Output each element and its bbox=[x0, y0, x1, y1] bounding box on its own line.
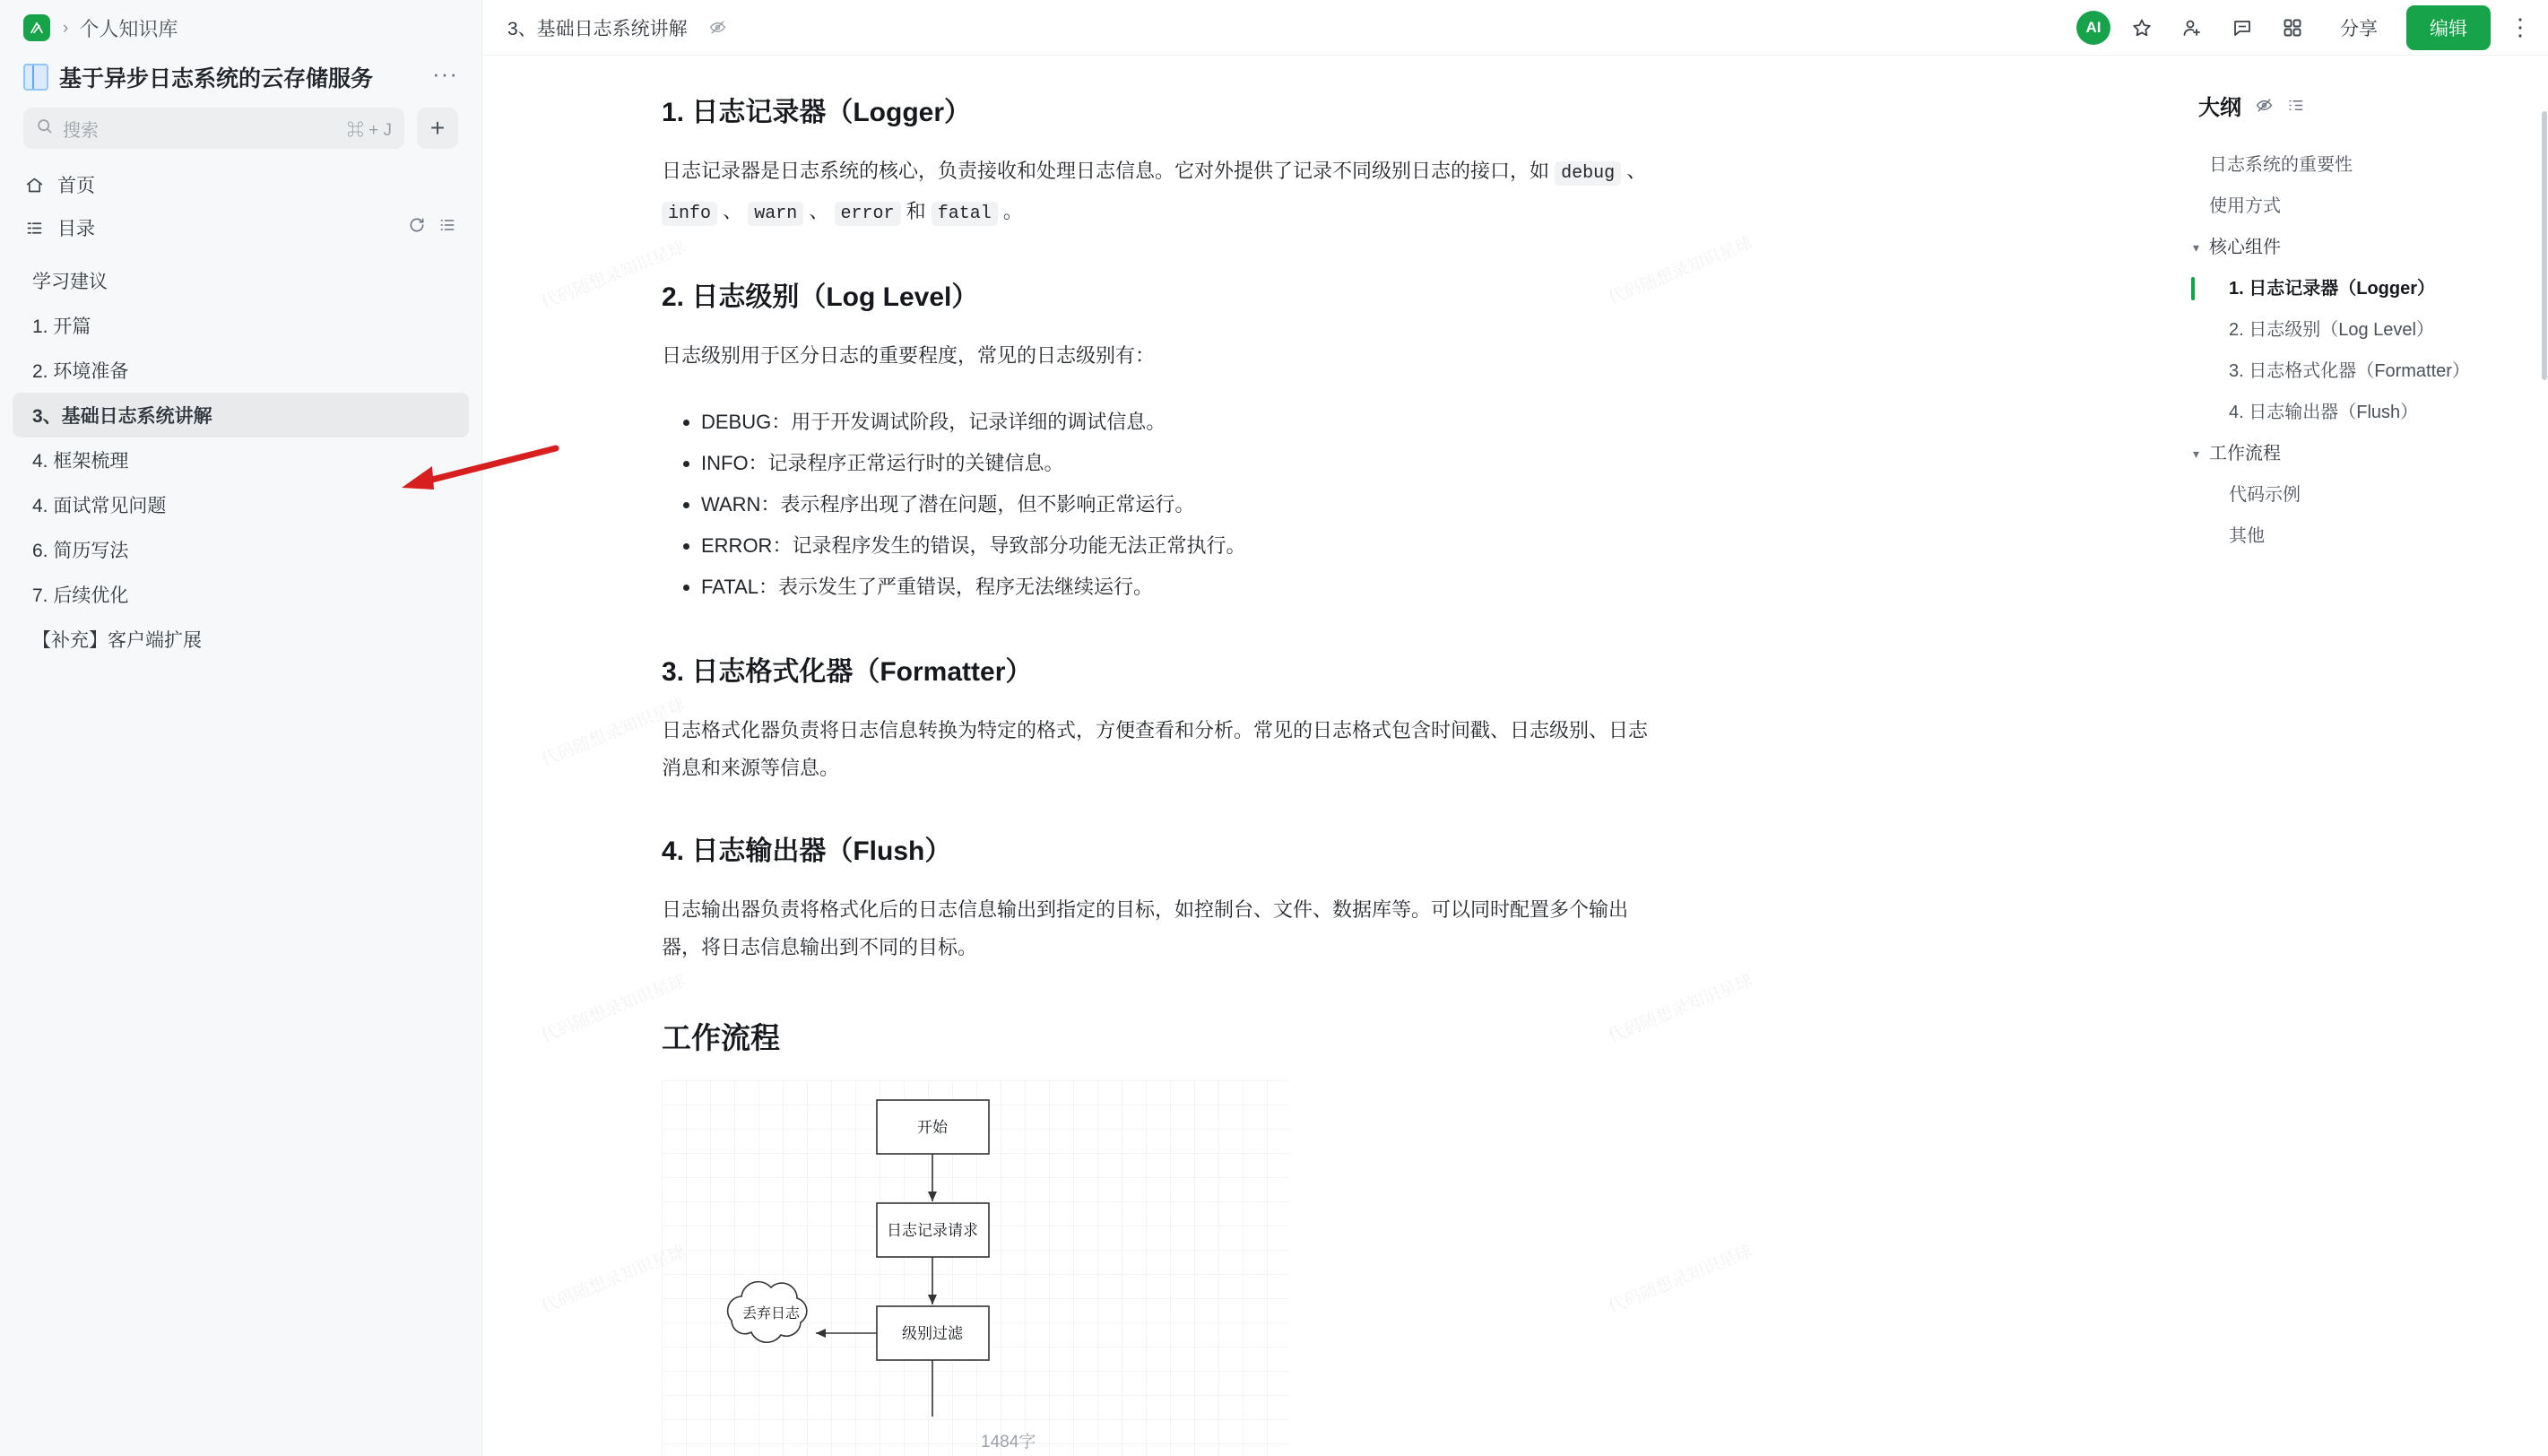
main-area bbox=[482, 0, 2548, 1456]
apps-icon[interactable] bbox=[2274, 9, 2311, 47]
chevron-down-icon[interactable]: ▾ bbox=[2193, 446, 2200, 461]
sidebar-item-home-label: 首页 bbox=[57, 176, 95, 196]
outline-item[interactable]: 日志系统的重要性 bbox=[2209, 155, 2353, 175]
watermark: 代码随想录知识星球 bbox=[539, 695, 689, 771]
list-item[interactable] bbox=[13, 572, 469, 617]
text-run: 日志记录器是日志系统的核心，负责接收和处理日志信息。它对外提供了记录不同级别日志的接口，如 bbox=[662, 160, 1556, 182]
doc-label: 3、基础日志系统讲解 bbox=[32, 406, 212, 427]
watermark: 代码随想录知识星球 bbox=[1606, 233, 1755, 309]
section-paragraph-3: 日志格式化器负责将日志信息转换为特定的格式，方便查看和分析。常见的日志格式包含时间戳、日志级别、日志消息和来源等信息。 bbox=[662, 719, 1649, 779]
refresh-icon[interactable] bbox=[408, 216, 426, 239]
doc-label: 7. 后续优化 bbox=[32, 585, 129, 606]
vertical-scrollbar[interactable] bbox=[2541, 111, 2548, 1456]
list-item: • INFO：记录程序正常运行时的关键信息。 bbox=[701, 443, 1666, 484]
sidebar-search-row bbox=[0, 108, 481, 149]
flow-node-request: 日志记录请求 bbox=[887, 1222, 978, 1239]
outline-item[interactable]: 2. 日志级别（Log Level） bbox=[2229, 320, 2434, 340]
text-run: 、 bbox=[1621, 160, 1647, 182]
word-count: 1484字 bbox=[981, 1433, 1036, 1452]
section-heading-4: 4. 日志输出器（Flush） bbox=[662, 836, 952, 866]
outline-item[interactable]: 4. 日志输出器（Flush） bbox=[2229, 403, 2419, 422]
doc-label: 2. 环境准备 bbox=[32, 361, 129, 382]
comment-icon[interactable] bbox=[2223, 9, 2261, 47]
flow-heading: 工作流程 bbox=[662, 1021, 780, 1054]
doc-label: 6. 简历写法 bbox=[32, 541, 129, 561]
list-item[interactable] bbox=[13, 482, 469, 527]
outline-item-label: 工作流程 bbox=[2209, 444, 2281, 464]
outline-item[interactable]: 3. 日志格式化器（Formatter） bbox=[2229, 361, 2470, 381]
flowchart bbox=[662, 1080, 1289, 1456]
eye-off-icon[interactable] bbox=[709, 19, 726, 36]
catalog-actions bbox=[408, 216, 456, 239]
text-run: 、 bbox=[717, 200, 749, 222]
doc-label: 4. 框架梳理 bbox=[32, 451, 129, 472]
section-paragraph-4: 日志输出器负责将格式化后的日志信息输出到指定的目标，如控制台、文件、数据库等。可以同时配置多个输出器，将日志信息输出到不同的目标。 bbox=[662, 898, 1629, 958]
book-more-icon[interactable]: ··· bbox=[432, 59, 458, 87]
outline-item-active[interactable]: 1. 日志记录器（Logger） bbox=[2198, 268, 2548, 309]
section-heading-2: 2. 日志级别（Log Level） bbox=[662, 282, 979, 312]
flow-node-start: 开始 bbox=[917, 1119, 948, 1136]
code-error: error bbox=[835, 202, 901, 226]
book-title-row[interactable] bbox=[0, 56, 481, 108]
chevron-right-icon: › bbox=[63, 18, 69, 38]
star-icon[interactable] bbox=[2123, 9, 2161, 47]
breadcrumb[interactable]: 3、基础日志系统讲解 bbox=[507, 18, 688, 39]
add-document-button[interactable]: + bbox=[417, 108, 458, 149]
list-item[interactable] bbox=[13, 527, 469, 572]
flow-node-filter: 级别过滤 bbox=[902, 1325, 963, 1342]
code-info: info bbox=[662, 202, 717, 226]
section-heading-3: 3. 日志格式化器（Formatter） bbox=[662, 657, 1033, 687]
code-fatal: fatal bbox=[932, 202, 998, 226]
list-item: • FATAL：表示发生了严重错误，程序无法继续运行。 bbox=[701, 567, 1666, 608]
list-item: • ERROR：记录程序发生的错误，导致部分功能无法正常执行。 bbox=[701, 525, 1666, 567]
doc-label: 学习建议 bbox=[32, 272, 108, 292]
log-level-list bbox=[662, 402, 1666, 608]
section-heading-1: 1. 日志记录器（Logger） bbox=[662, 98, 972, 127]
outline-item-label: 核心组件 bbox=[2209, 238, 2281, 257]
list-item: • DEBUG：用于开发调试阶段，记录详细的调试信息。 bbox=[701, 402, 1666, 443]
code-warn: warn bbox=[748, 202, 803, 226]
edit-button[interactable]: 编辑 bbox=[2406, 5, 2491, 50]
code-debug: debug bbox=[1555, 161, 1621, 186]
watermark: 代码随想录知识星球 bbox=[539, 1242, 689, 1318]
person-add-icon[interactable] bbox=[2173, 9, 2211, 47]
space-name[interactable]: 个人知识库 bbox=[79, 17, 178, 40]
list-item[interactable] bbox=[13, 617, 469, 662]
section-paragraph-2: 日志级别用于区分日志的重要程度，常见的日志级别有： bbox=[662, 344, 1156, 367]
list-item[interactable] bbox=[13, 303, 469, 348]
doc-label: 1. 开篇 bbox=[32, 316, 91, 337]
sidebar-item-catalog[interactable] bbox=[13, 206, 469, 249]
search-shortcut: ⌘ + J bbox=[346, 120, 392, 140]
more-options-icon[interactable]: ⋮ bbox=[2509, 13, 2532, 40]
sidebar-space-header[interactable] bbox=[0, 0, 481, 56]
list-item[interactable] bbox=[13, 348, 469, 393]
search-icon bbox=[36, 117, 53, 139]
text-run: 。 bbox=[997, 200, 1023, 222]
chevron-down-icon[interactable]: ▾ bbox=[2193, 240, 2200, 255]
watermark: 代码随想录知识星球 bbox=[1606, 1242, 1755, 1318]
outline-item[interactable]: 代码示例 bbox=[2229, 485, 2301, 505]
collapse-icon[interactable] bbox=[438, 216, 456, 239]
sidebar bbox=[0, 0, 482, 1456]
sidebar-item-catalog-label: 目录 bbox=[57, 219, 95, 239]
list-indent-icon[interactable] bbox=[2287, 97, 2304, 114]
watermark: 代码随想录知识星球 bbox=[539, 971, 689, 1047]
app-logo-icon bbox=[23, 14, 50, 41]
scrollbar-thumb[interactable] bbox=[2542, 111, 2547, 380]
search-input[interactable] bbox=[23, 108, 404, 149]
content-wrapper bbox=[482, 56, 2548, 1456]
watermark: 代码随想录知识星球 bbox=[539, 238, 689, 314]
document-scroll-area[interactable] bbox=[482, 56, 2171, 1456]
outline-item[interactable]: 其他 bbox=[2229, 526, 2265, 546]
list-icon bbox=[25, 219, 44, 238]
outline-group[interactable] bbox=[2193, 433, 2548, 474]
search-placeholder: 搜索 bbox=[63, 120, 99, 141]
ai-assistant-button[interactable]: AI bbox=[2076, 11, 2110, 45]
flowchart-svg bbox=[662, 1080, 1289, 1456]
list-item: • WARN：表示程序出现了潜在问题，但不影响正常运行。 bbox=[701, 484, 1666, 525]
flow-node-discard: 丢弃日志 bbox=[741, 1306, 801, 1322]
outline-panel bbox=[2171, 56, 2548, 1456]
top-bar bbox=[482, 0, 2548, 56]
list-item[interactable] bbox=[13, 438, 469, 482]
list-item[interactable] bbox=[13, 258, 469, 303]
outline-item[interactable]: 使用方式 bbox=[2209, 196, 2281, 216]
home-icon bbox=[25, 176, 44, 195]
eye-off-icon[interactable] bbox=[2256, 97, 2273, 114]
section-paragraph-1 bbox=[662, 152, 1666, 233]
outline-title: 大纲 bbox=[2198, 96, 2241, 120]
doc-label: 4. 面试常见问题 bbox=[32, 496, 167, 516]
sidebar-item-home[interactable] bbox=[13, 163, 469, 206]
text-run: 和 bbox=[900, 200, 932, 222]
doc-label: 【补充】客户端扩展 bbox=[32, 630, 202, 651]
outline-group[interactable] bbox=[2193, 227, 2548, 268]
text-run: 、 bbox=[803, 200, 835, 222]
share-button[interactable]: 分享 bbox=[2340, 18, 2378, 39]
outline-header bbox=[2198, 90, 2548, 121]
watermark: 代码随想录知识星球 bbox=[1606, 971, 1755, 1047]
book-icon bbox=[23, 64, 48, 91]
book-title[interactable]: 基于异步日志系统的云存储服务 bbox=[59, 66, 374, 91]
list-item-active[interactable] bbox=[13, 393, 469, 438]
document-body bbox=[662, 56, 1666, 1456]
